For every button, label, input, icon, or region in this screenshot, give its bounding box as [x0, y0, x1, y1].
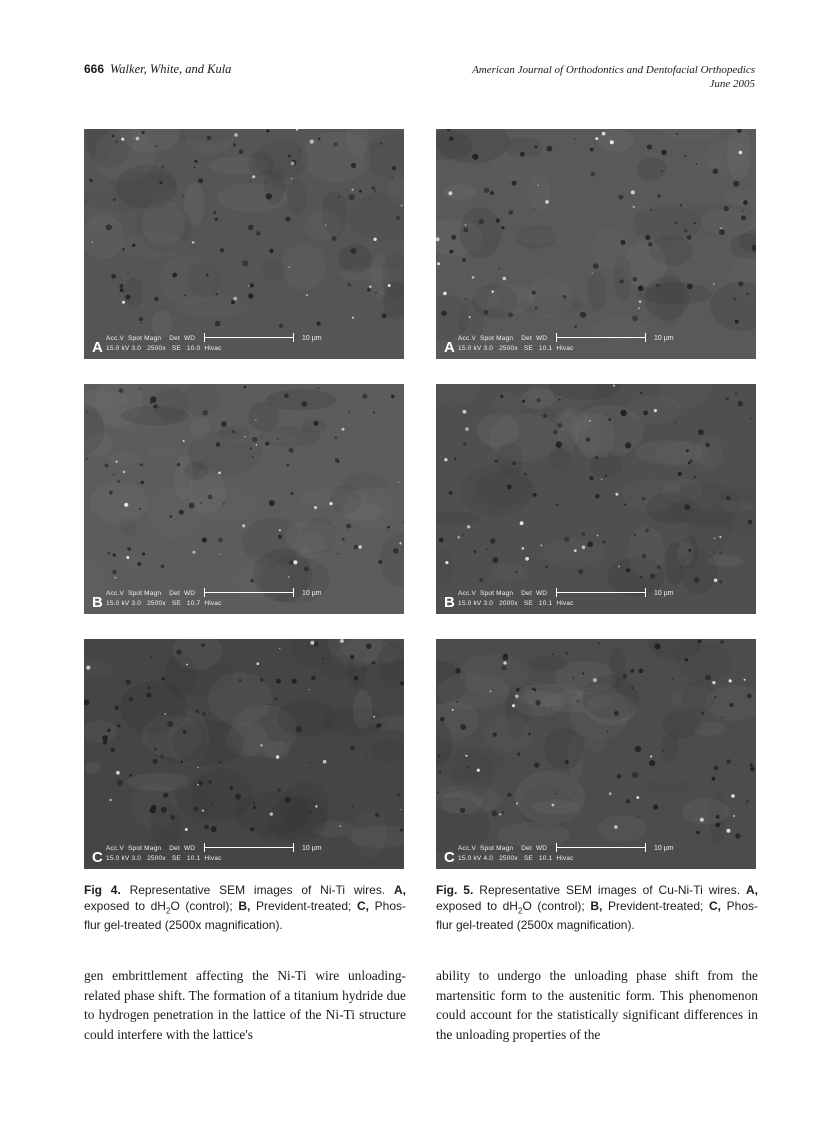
scale-bar	[204, 847, 294, 848]
caption-text: exposed to dH	[436, 898, 518, 913]
sem-databar	[84, 584, 404, 614]
caption-text: Prevident-treated;	[602, 898, 710, 913]
page-number: 666	[84, 62, 105, 76]
caption-subscript: 2	[165, 905, 171, 915]
sem-surface-texture	[436, 129, 756, 359]
sem-params-header: Acc.V Spot Magn Det WD	[458, 590, 548, 597]
caption-label: Fig. 5.	[436, 883, 474, 897]
scale-bar-label: 10 µm	[302, 845, 322, 852]
caption-panel-ref: C,	[709, 898, 722, 913]
panel-letter: B	[92, 594, 103, 611]
sem-params-header: Acc.V Spot Magn Det WD	[458, 335, 548, 342]
caption-text: Prevident-treated;	[250, 898, 358, 913]
panel-letter: B	[444, 594, 455, 611]
scale-bar	[556, 592, 646, 593]
sem-databar	[436, 584, 756, 614]
sem-image-fig4-b	[84, 384, 404, 614]
running-header-right	[472, 63, 755, 91]
sem-image-fig5-c	[436, 639, 756, 869]
sem-params-header: Acc.V Spot Magn Det WD	[106, 590, 196, 597]
sem-databar	[84, 839, 404, 869]
scale-bar	[556, 337, 646, 338]
sem-image-fig5-b	[436, 384, 756, 614]
caption-text: Representative SEM images of Ni-Ti wires.	[120, 883, 394, 897]
header-journal: American Journal of Orthodontics and Dentofacial Orthopedics	[472, 64, 755, 76]
caption-panel-ref: B,	[238, 898, 251, 913]
panel-letter: A	[92, 339, 103, 356]
sem-surface-texture	[84, 129, 404, 359]
caption-text: exposed to dH	[84, 898, 166, 913]
sem-params-values: 15.0 kV 4.0 2500x SE 10.1 Hivac	[458, 855, 574, 862]
sem-databar	[84, 329, 404, 359]
caption-panel-ref: B,	[590, 898, 603, 913]
sem-surface-texture	[84, 639, 404, 869]
panel-letter: C	[92, 849, 103, 866]
scale-bar	[204, 592, 294, 593]
sem-params-values: 15.0 kV 3.0 2500x SE 10.1 Hivac	[458, 345, 574, 352]
caption-text: O (control);	[170, 898, 239, 913]
caption-text: O (control);	[522, 898, 591, 913]
sem-params-values: 15.0 kV 3.0 2500x SE 10.7 Hivac	[106, 600, 222, 607]
caption-text: Phos-flur gel-treated (2500x magnification).	[436, 898, 758, 933]
figure-5-caption	[436, 883, 758, 934]
scale-bar-label: 10 µm	[654, 590, 674, 597]
scale-bar-label: 10 µm	[654, 335, 674, 342]
caption-panel-ref: A,	[746, 883, 759, 897]
figure-4-caption	[84, 883, 406, 934]
scale-bar	[204, 337, 294, 338]
header-date: June 2005	[709, 78, 755, 90]
sem-image-fig4-a	[84, 129, 404, 359]
caption-text: Phos-flur gel-treated (2500x magnification).	[84, 898, 406, 933]
body-text-left-column: gen embrittlement affecting the Ni-Ti wire unloading-related phase shift. The formation of a titanium hydride due to hydrogen penetration in the lattice of the Ni-Ti structure could interfere with the lattice's	[84, 968, 406, 1042]
sem-params-header: Acc.V Spot Magn Det WD	[106, 845, 196, 852]
caption-subscript: 2	[517, 905, 523, 915]
running-header-left	[84, 62, 231, 77]
scale-bar-label: 10 µm	[302, 335, 322, 342]
scale-bar-label: 10 µm	[302, 590, 322, 597]
sem-surface-texture	[84, 384, 404, 614]
panel-letter: C	[444, 849, 455, 866]
sem-params-header: Acc.V Spot Magn Det WD	[106, 335, 196, 342]
sem-params-header: Acc.V Spot Magn Det WD	[458, 845, 548, 852]
body-text-right-column: ability to undergo the unloading phase shift from the martensitic form to the austenitic form. This phenomenon could account for the statistically significant differences in the unloading properties of the	[436, 968, 758, 1042]
sem-params-values: 15.0 kV 3.0 2500x SE 10.0 Hivac	[106, 345, 222, 352]
sem-databar	[436, 329, 756, 359]
sem-databar	[436, 839, 756, 869]
header-authors: Walker, White, and Kula	[110, 62, 232, 76]
caption-text: Representative SEM images of Cu-Ni-Ti wires.	[473, 883, 747, 897]
sem-image-fig5-a	[436, 129, 756, 359]
scale-bar	[556, 847, 646, 848]
sem-image-fig4-c	[84, 639, 404, 869]
sem-params-values: 15.0 kV 3.0 2000x SE 10.1 Hivac	[458, 600, 574, 607]
sem-surface-texture	[436, 384, 756, 614]
caption-panel-ref: C,	[357, 898, 370, 913]
sem-surface-texture	[436, 639, 756, 869]
sem-params-values: 15.0 kV 3.0 2500x SE 10.1 Hivac	[106, 855, 222, 862]
caption-panel-ref: A,	[393, 883, 406, 897]
caption-label: Fig 4.	[84, 883, 121, 897]
panel-letter: A	[444, 339, 455, 356]
scale-bar-label: 10 µm	[654, 845, 674, 852]
